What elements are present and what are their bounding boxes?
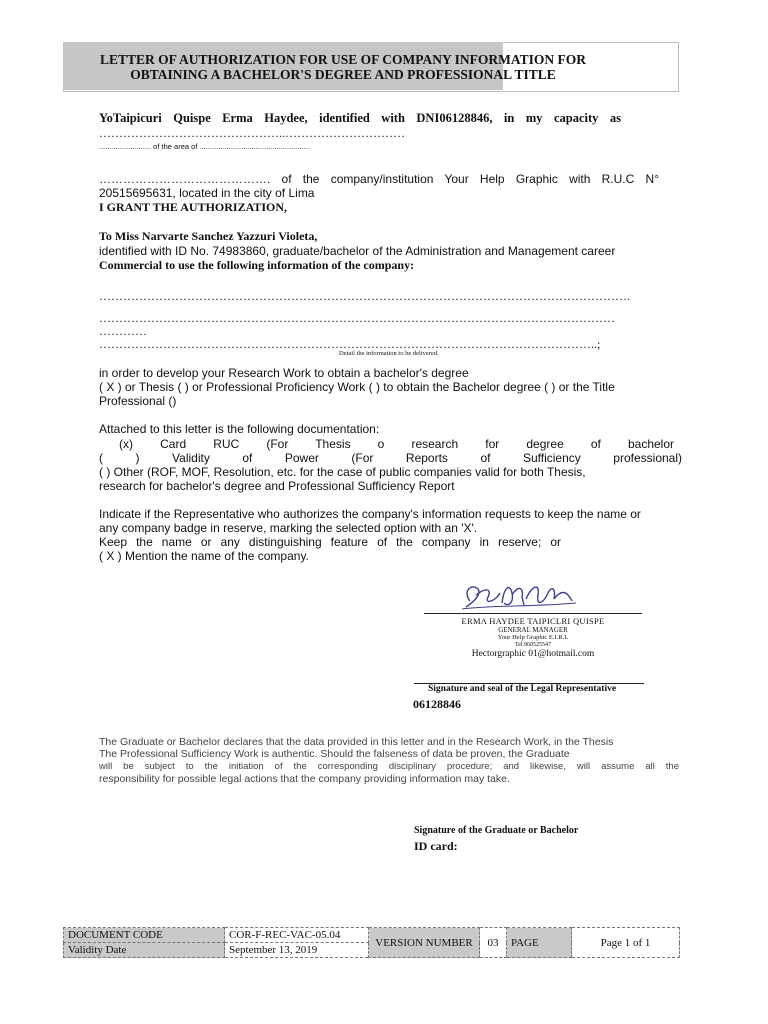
declaration-line-4: responsibility for possible legal actions that the company providing information may take. [99,773,510,785]
attached-item-4: research for bachelor's degree and Professional Sufficiency Report [99,479,455,493]
info-line-3: ………… [99,324,147,338]
id-card-label: ID card: [414,839,458,853]
stamp-phone: Tel.960525547 [514,642,552,648]
document-control-table [63,927,680,958]
purpose-line-3: Professional () [99,394,177,408]
purpose-line-1: in order to develop your Research Work to obtain a bachelor's degree [99,366,469,380]
commercial-line: Commercial to use the following information of the company: [99,258,415,272]
info-note: Detail the information to be delivered. [339,350,439,357]
handwritten-signature [452,577,580,617]
indicate-line-3: Keep the name or any distinguishing feature of the company in reserve; or [99,535,561,549]
stamp-company: Your Help Graphic E.I.R.L [497,634,569,641]
page-value: Page 1 of 1 [572,928,680,958]
validity-value: September 13, 2019 [225,943,369,958]
graduate-signature-label: Signature of the Graduate or Bachelor [414,825,579,836]
info-line-4: ……………………………………………………………………………………………………………..; [99,337,601,351]
indicate-line-2: any company badge in reserve, marking the selected option with an 'X'. [99,521,478,535]
title-line-2: OBTAINING A BACHELOR'S DEGREE AND PROFESSIONAL TITLE [130,67,556,82]
stamp-name: ERMA HAYDEE TAIPICLRI QUISPE [461,616,605,626]
validity-label: Validity Date [64,943,225,958]
attached-item-1: (x) Card RUC (For Thesis o research for degree of bachelor [119,437,674,451]
recipient-name: To Miss Narvarte Sanchez Yazzuri Violeta, [99,229,318,243]
intro-line-1: YoTaipicuri Quispe Erma Haydee, identified with DNI06128846, in my capacity as [99,111,621,125]
company-line: ……………………………………. of the company/institution Your Help Graphic with R.U.C N° [99,172,659,186]
attached-item-2: ( ) Validity of Power (For Reports of Sufficiency professional) [99,451,682,465]
version-label: VERSION NUMBER [369,928,480,958]
version-value: 03 [480,928,507,958]
purpose-line-2: ( X ) or Thesis ( ) or Professional Proficiency Work ( ) to obtain the Bachelor degree ( ) or the Title [99,380,615,394]
stamp-role: GENERAL MANAGER [498,626,568,634]
info-line-1: ……………………………………………………………………………………………………………………. [99,289,630,303]
recipient-id-line: identified with ID No. 74983860, graduate/bachelor of the Administration and Management career [99,244,616,258]
declaration-line-2: The Professional Sufficiency Work is authentic. Should the falseness of data be proven, the Graduate [99,748,570,760]
doc-code-value: COR-F-REC-VAC-05.04 [225,928,369,943]
attached-item-3: ( ) Other (ROF, MOF, Resolution, etc. for the case of public companies valid for both Thesis, [99,465,586,479]
indicate-line-4: ( X ) Mention the name of the company. [99,549,309,563]
document-title [63,52,623,82]
doc-code-label: DOCUMENT CODE [64,928,225,943]
page-label: PAGE [507,928,572,958]
declaration-line-1: The Graduate or Bachelor declares that the data provided in this letter and in the Research Work, in the Thesis [99,736,614,748]
intro-dots: ………………………………………..………………………… [99,126,405,140]
representative-label: Signature and seal of the Legal Representative [428,684,617,694]
stamp-email: Hectorgraphic 01@hotmail.com [471,649,595,659]
grant-heading: I GRANT THE AUTHORIZATION, [99,200,288,214]
attached-heading: Attached to this letter is the following documentation: [99,422,380,436]
representative-dni: 06128846 [413,697,461,711]
title-line-1: LETTER OF AUTHORIZATION FOR USE OF COMPANY INFORMATION FOR [99,52,587,67]
info-line-2: ………………………………………………………………………………………………………………… [99,311,615,325]
declaration-line-3: will be subject to the initiation of the corresponding disciplinary procedure; and likewise, will assume all the [99,761,679,772]
indicate-line-1: Indicate if the Representative who authorizes the company's information requests to keep the name or [99,507,641,521]
area-line: ......................... of the area of ..................................................... [99,142,310,151]
signature-line [424,613,642,614]
ruc-line: 20515695631, located in the city of Lima [99,186,315,200]
